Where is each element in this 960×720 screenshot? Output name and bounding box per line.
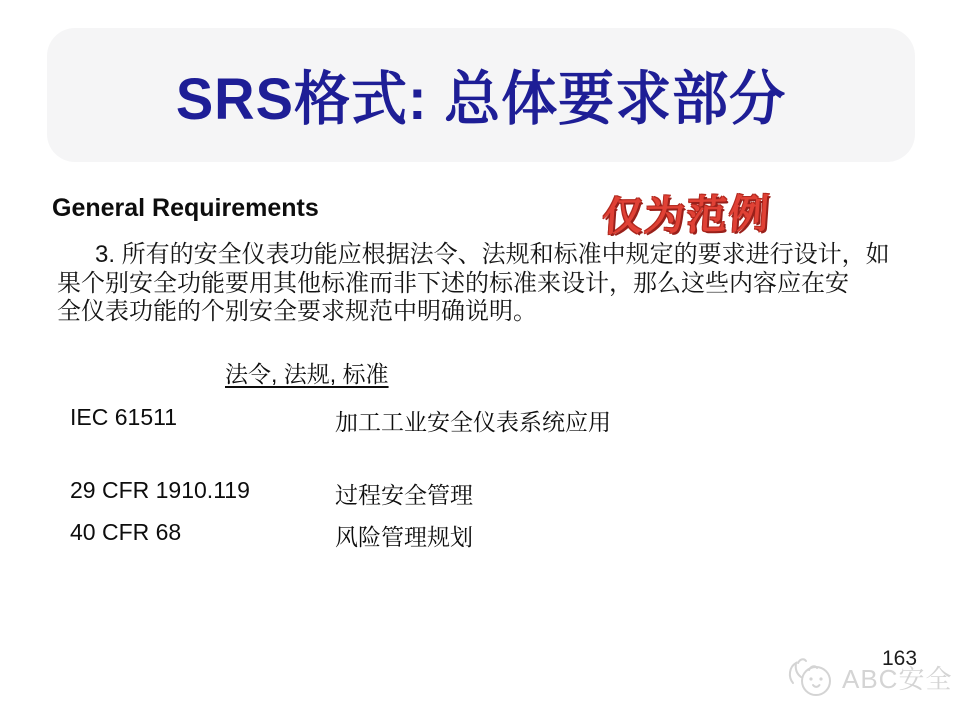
section-heading: General Requirements xyxy=(52,194,319,222)
standard-row xyxy=(0,477,960,507)
standard-description: 加工工业安全仪表系统应用 xyxy=(335,409,611,435)
standard-row xyxy=(0,519,960,549)
paragraph-line: 3. 所有的安全仪表功能应根据法令、法规和标准中规定的要求进行设计，如 xyxy=(95,241,890,268)
page-number: 163 xyxy=(882,647,918,670)
paragraph-line: 全仪表功能的个别安全要求规范中明确说明。 xyxy=(57,298,537,325)
standard-code: 29 CFR 1910.119 xyxy=(70,477,250,503)
example-only-stamp: 仅为范例 xyxy=(601,192,773,240)
page-title: SRS格式: 总体要求部分 xyxy=(175,65,787,132)
standard-code: IEC 61511 xyxy=(70,404,177,430)
watermark-label: ABC安全 xyxy=(842,663,953,694)
standards-list-heading: 法令, 法规, 标准 xyxy=(225,361,389,387)
standard-row xyxy=(0,404,960,434)
standard-description: 过程安全管理 xyxy=(335,482,473,508)
standard-description: 风险管理规划 xyxy=(335,524,473,550)
mascot-logo-icon xyxy=(786,653,838,701)
body-paragraph xyxy=(57,241,917,327)
watermark xyxy=(786,653,952,701)
title-banner xyxy=(47,28,915,162)
paragraph-line: 果个别安全功能要用其他标准而非下述的标准来设计，那么这些内容应在安 xyxy=(57,269,849,297)
standard-code: 40 CFR 68 xyxy=(70,519,182,545)
